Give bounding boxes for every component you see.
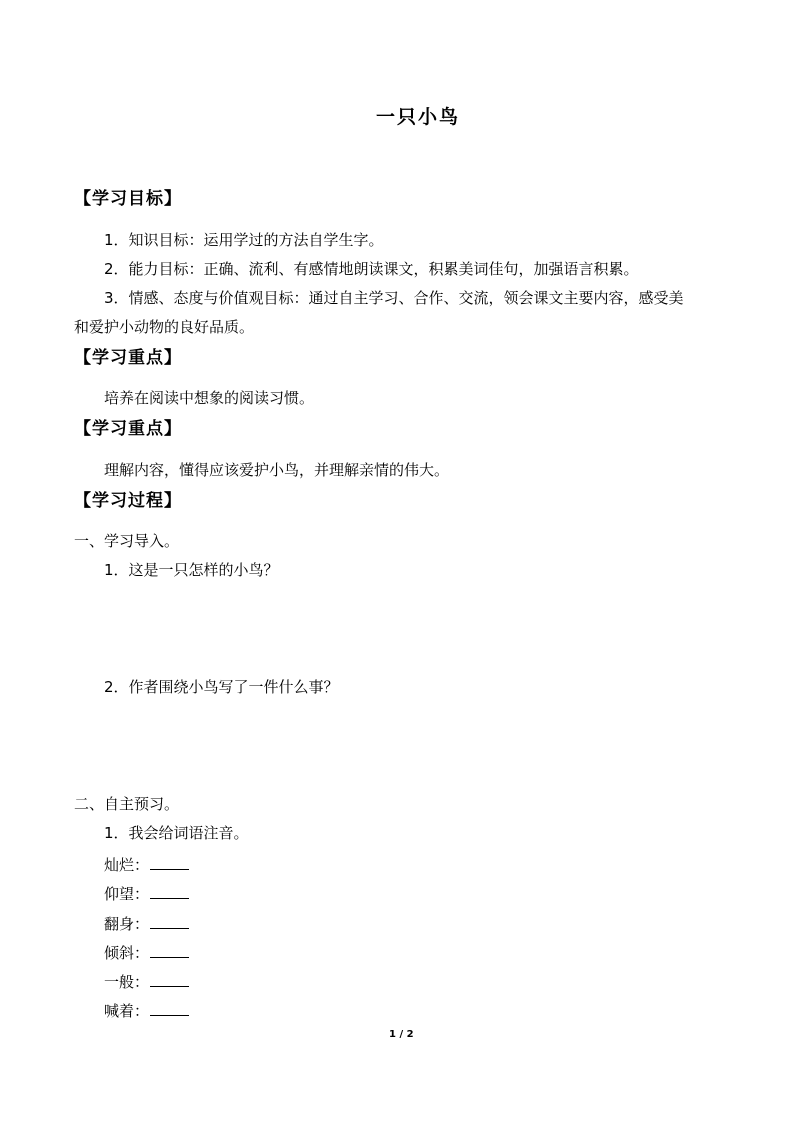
word-item — [104, 1001, 189, 1019]
key-points-2-text: 理解内容，懂得应该爱护小鸟，并理解亲情的伟大。 — [104, 461, 450, 479]
answer-blank[interactable] — [150, 855, 189, 870]
word-item — [104, 914, 189, 932]
answer-blank[interactable] — [150, 1001, 189, 1016]
word-item — [104, 855, 189, 873]
page-number: 1 / 2 — [389, 1029, 414, 1040]
key-points-text: 培养在阅读中想象的阅读习惯。 — [104, 389, 315, 407]
part1-title: 一、学习导入。 — [74, 532, 180, 550]
word-item — [104, 943, 189, 961]
key-points-heading: 【学习重点】 — [74, 348, 182, 368]
goals-heading: 【学习目标】 — [74, 189, 182, 209]
answer-blank[interactable] — [150, 914, 189, 929]
answer-blank[interactable] — [150, 943, 189, 958]
word-label: 一般： — [104, 973, 150, 991]
part2-title: 二、自主预习。 — [74, 795, 180, 813]
goal-item-3-cont: 和爱护小动物的良好品质。 — [74, 318, 255, 336]
key-points-2-heading: 【学习重点】 — [74, 419, 182, 439]
goal-item-2: 2．能力目标：正确、流利、有感情地朗读课文，积累美词佳句，加强语言积累。 — [104, 260, 639, 278]
word-label: 喊着： — [104, 1002, 150, 1020]
word-label: 仰望： — [104, 885, 150, 903]
answer-blank[interactable] — [150, 972, 189, 987]
goal-item-1: 1．知识目标：运用学过的方法自学生字。 — [104, 231, 384, 249]
part1-question-1: 1．这是一只怎样的小鸟？ — [104, 561, 279, 579]
answer-blank[interactable] — [150, 884, 189, 899]
word-label: 灿烂： — [104, 856, 150, 874]
word-item — [104, 972, 189, 990]
part1-question-2: 2．作者围绕小鸟写了一件什么事？ — [104, 678, 339, 696]
word-item — [104, 884, 189, 902]
word-label: 翻身： — [104, 915, 150, 933]
page-title: 一只小鸟 — [376, 106, 461, 128]
word-label: 倾斜： — [104, 944, 150, 962]
part2-question-1: 1．我会给词语注音。 — [104, 824, 249, 842]
process-heading: 【学习过程】 — [74, 491, 182, 511]
goal-item-3: 3．情感、态度与价值观目标：通过自主学习、合作、交流，领会课文主要内容，感受美 — [104, 289, 684, 307]
